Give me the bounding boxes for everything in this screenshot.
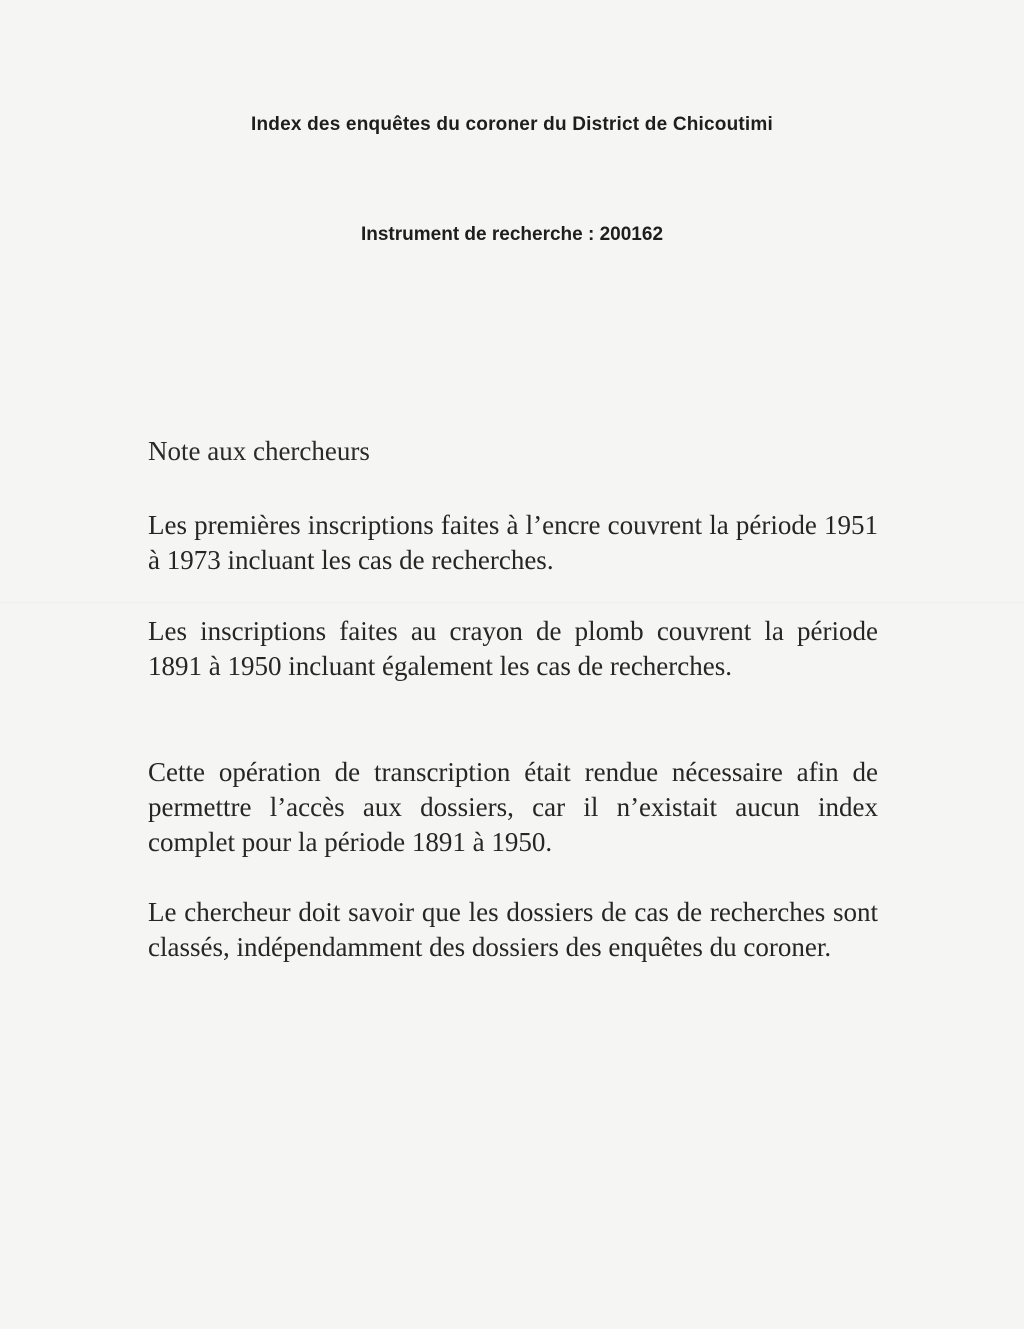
page-fold-line xyxy=(0,602,1024,604)
paragraph-research-cases: Le chercheur doit savoir que les dossiers de cas de recherches sont classés, indépendamment des dossiers des enquêtes du coroner. xyxy=(148,897,878,962)
instrument-reference: Instrument de recherche : 200162 xyxy=(360,224,664,245)
note-heading: Note aux chercheurs xyxy=(148,436,370,466)
paragraph-transcription-purpose: Cette opération de transcription était rendue nécessaire afin de permettre l’accès aux dossiers, car il n’existait aucun index complet pour la période 1891 à 1950. xyxy=(148,757,878,857)
paragraph-pencil-inscriptions: Les inscriptions faites au crayon de plomb couvrent la période 1891 à 1950 incluant également les cas de recherches. xyxy=(148,616,878,681)
paragraph-ink-inscriptions: Les premières inscriptions faites à l’encre couvrent la période 1951 à 1973 incluant les cas de recherches. xyxy=(148,510,878,575)
document-title: Index des enquêtes du coroner du District de Chicoutimi xyxy=(251,114,773,135)
